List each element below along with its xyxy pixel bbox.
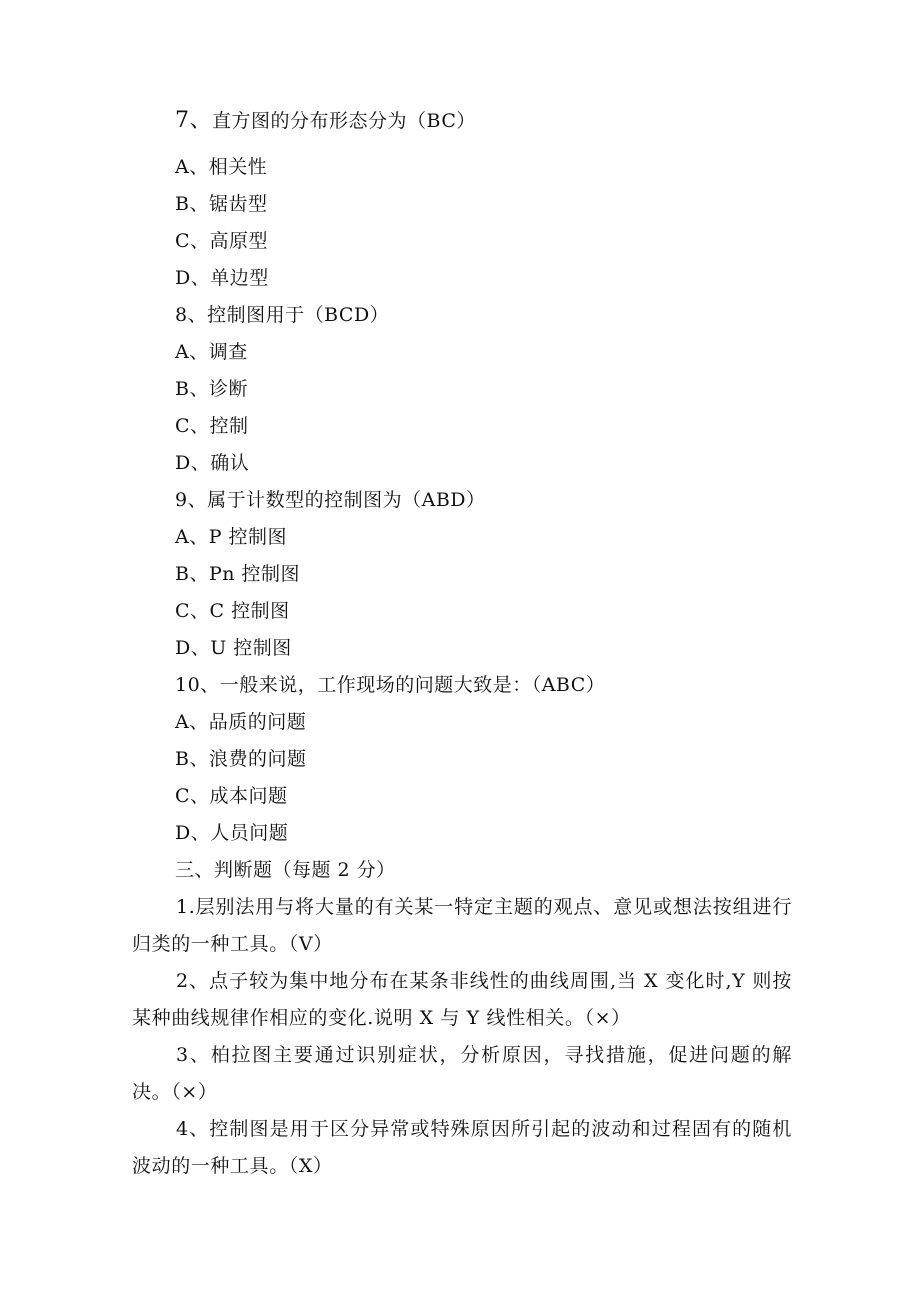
question-number: 9、	[175, 489, 208, 511]
question-9-title	[175, 487, 486, 513]
option-line: A、品质的问题	[175, 711, 307, 733]
judgment-item: 1.层别法用与将大量的有关某一特定主题的观点、意见或想法按组进行归类的一种工具。（V）	[132, 896, 792, 955]
question-7-title	[175, 108, 476, 134]
option-line: C、高原型	[175, 230, 269, 252]
question-number: 8、	[175, 304, 208, 326]
option-line: A、相关性	[175, 156, 268, 178]
question-text: 一般来说，工作现场的问题大致是：（ABC）	[219, 674, 606, 696]
option-line: B、诊断	[175, 378, 248, 400]
option-line: D、单边型	[175, 267, 269, 289]
question-number: 10、	[175, 674, 220, 696]
judgment-item: 4、控制图是用于区分异常或特殊原因所引起的波动和过程固有的随机波动的一种工具。（X）	[132, 1118, 792, 1177]
option-line: C、成本问题	[175, 785, 288, 807]
option-line: C、C 控制图	[175, 600, 290, 622]
option-line: A、调查	[175, 341, 248, 363]
option-line: B、锯齿型	[175, 193, 268, 215]
question-text: 直方图的分布形态分为（BC）	[212, 110, 476, 132]
question-8-title	[175, 302, 389, 328]
option-line: D、确认	[175, 452, 250, 474]
option-line: C、控制	[175, 415, 249, 437]
section-title: 三、判断题（每题 2 分）	[175, 859, 396, 881]
option-line: B、Pn 控制图	[175, 563, 301, 585]
question-number: 7、	[175, 108, 212, 133]
judgment-item: 3、柏拉图主要通过识别症状，分析原因，寻找措施，促进问题的解决。（×）	[132, 1044, 792, 1103]
option-line: B、浪费的问题	[175, 748, 307, 770]
question-text: 属于计数型的控制图为（ABD）	[207, 489, 486, 511]
judgment-item: 2、点子较为集中地分布在某条非线性的曲线周围,当 X 变化时,Y 则按某种曲线规律作相应的变化.说明 X 与 Y 线性相关。（×）	[132, 970, 792, 1029]
question-text: 控制图用于（BCD）	[207, 304, 390, 326]
option-line: A、P 控制图	[175, 526, 288, 548]
question-10-title	[175, 672, 605, 698]
option-line: D、U 控制图	[175, 637, 292, 659]
option-line: D、人员问题	[175, 822, 289, 844]
